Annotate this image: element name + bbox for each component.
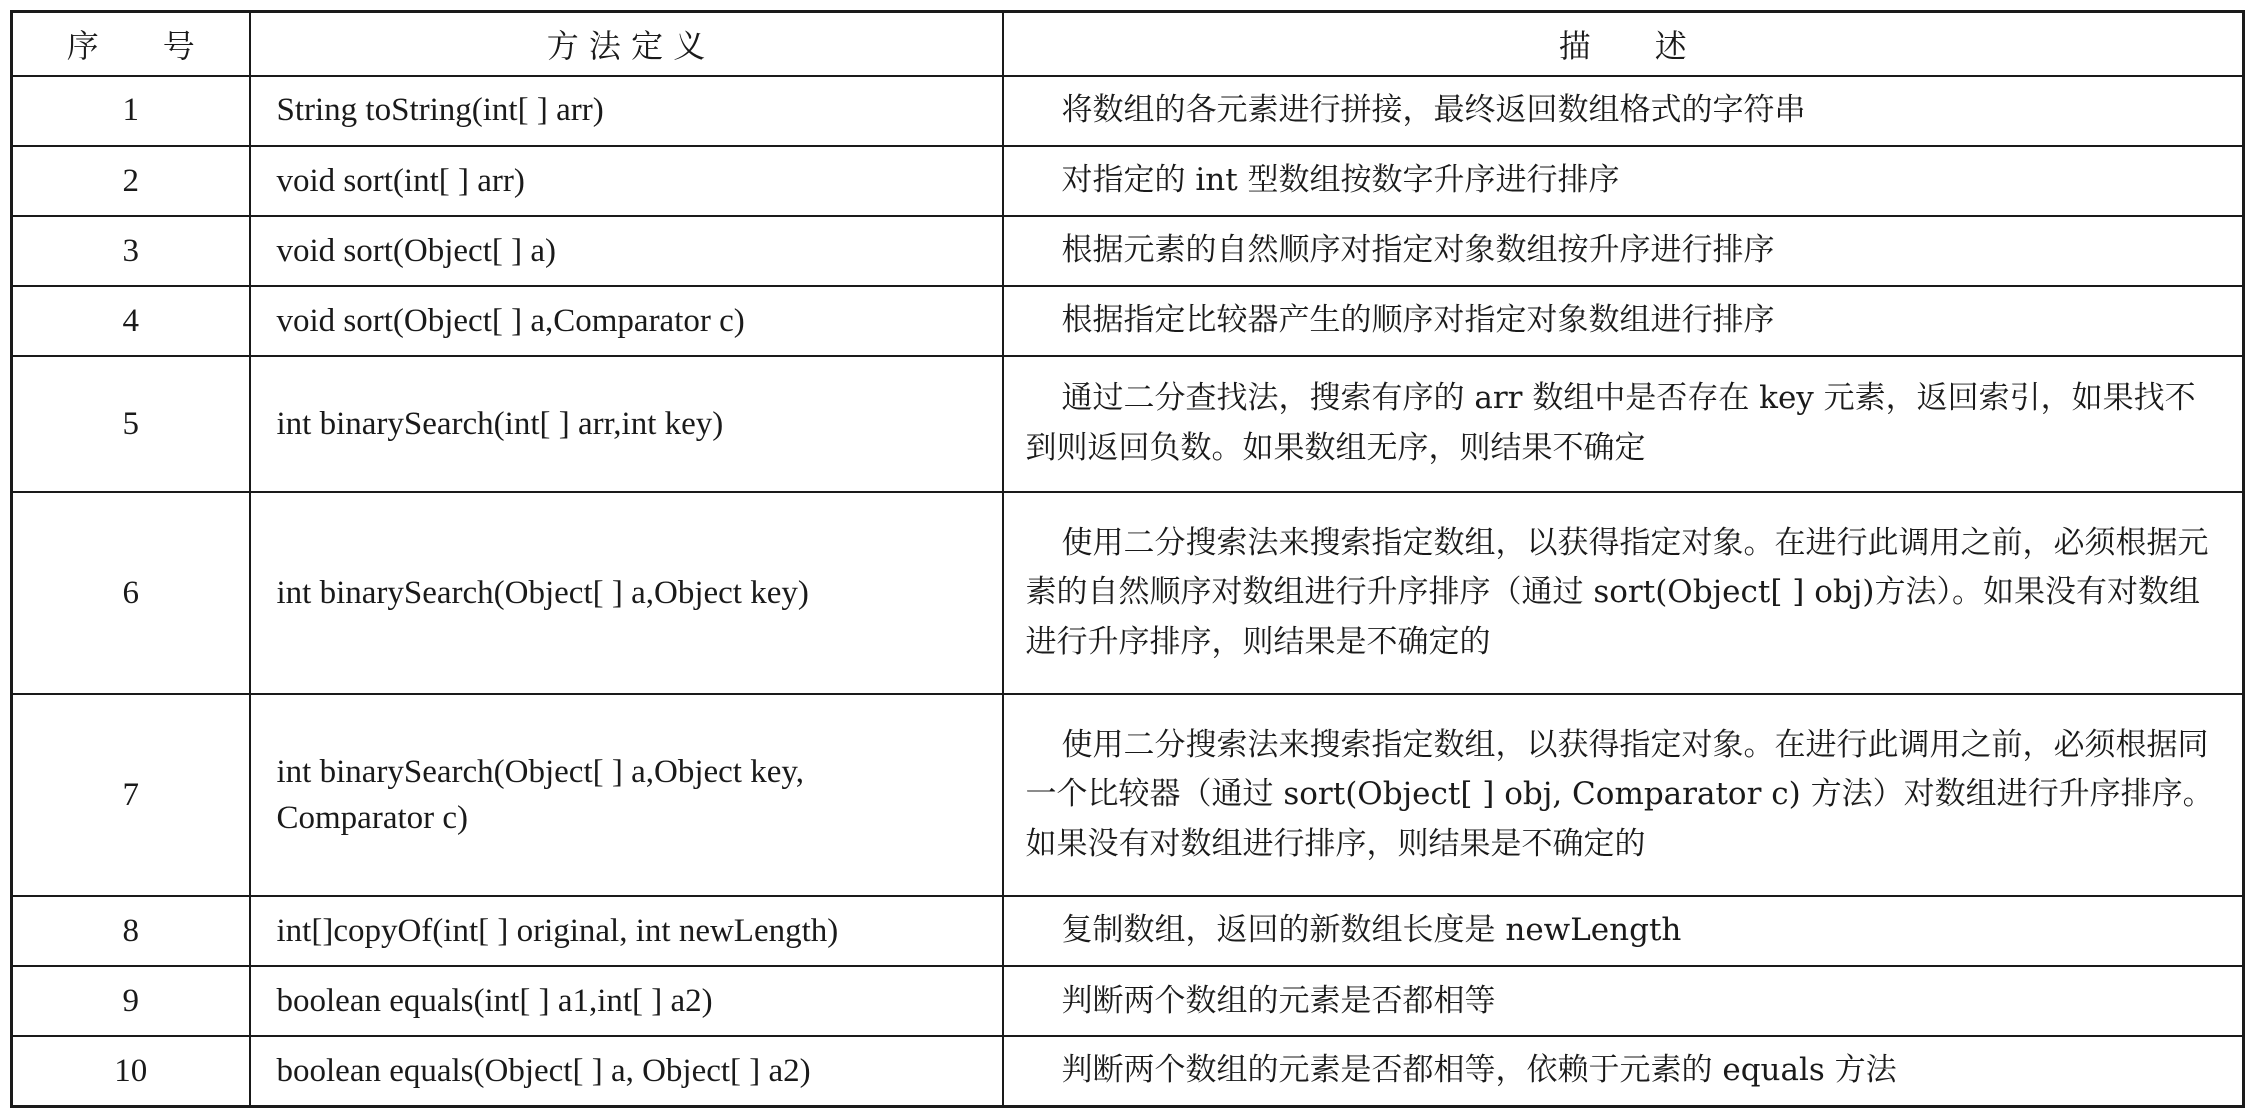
table-row [12, 356, 2244, 492]
row-number: 1 [12, 76, 250, 146]
table-row [12, 896, 2244, 966]
method-definition [250, 492, 1003, 694]
row-number: 6 [12, 492, 250, 694]
method-definition [250, 286, 1003, 356]
method-line: String toString(int[ ] arr) [276, 92, 604, 129]
table-row [12, 76, 2244, 146]
row-number: 2 [12, 146, 250, 216]
description-text: 使用二分搜索法来搜索指定数组，以获得指定对象。在进行此调用之前，必须根据元素的自然顺序对数组进行升序排序（通过 sort(Object[ ] obj)方法）。如果没有对数组进行升序排序，则结果是不确定的 [1025, 524, 2209, 660]
method-definition [250, 146, 1003, 216]
table-header-row [12, 12, 2244, 76]
header-description: 描 述 [1003, 12, 2244, 76]
row-number: 4 [12, 286, 250, 356]
description-text: 通过二分查找法，搜索有序的 arr 数组中是否存在 key 元素，返回索引，如果找不到则返回负数。如果数组无序，则结果不确定 [1025, 380, 2196, 466]
method-definition [250, 1036, 1003, 1106]
header-number: 序 号 [12, 12, 250, 76]
row-number: 8 [12, 896, 250, 966]
method-description [1003, 694, 2244, 896]
row-number: 9 [12, 966, 250, 1036]
method-description [1003, 1036, 2244, 1106]
table-row [12, 966, 2244, 1036]
table-row [12, 1036, 2244, 1106]
row-number: 10 [12, 1036, 250, 1106]
method-line: void sort(Object[ ] a,Comparator c) [276, 302, 745, 339]
method-definition [250, 694, 1003, 896]
table-row [12, 146, 2244, 216]
method-description [1003, 492, 2244, 694]
method-line: int binarySearch(int[ ] arr,int key) [276, 405, 724, 442]
method-definition [250, 966, 1003, 1036]
method-line: void sort(int[ ] arr) [276, 162, 525, 199]
row-number: 5 [12, 356, 250, 492]
description-text: 使用二分搜索法来搜索指定数组，以获得指定对象。在进行此调用之前，必须根据同一个比较器（通过 sort(Object[ ] obj, Comparator c) 方法）对数组进行升序排序。如果没有对数组进行排序，则结果是不确定的 [1025, 726, 2214, 862]
row-number: 3 [12, 216, 250, 286]
description-text: 根据指定比较器产生的顺序对指定对象数组进行排序 [1061, 301, 1775, 338]
method-description [1003, 146, 2244, 216]
method-line: boolean equals(Object[ ] a, Object[ ] a2) [276, 1053, 811, 1090]
table-row [12, 286, 2244, 356]
description-text: 根据元素的自然顺序对指定对象数组按升序进行排序 [1061, 231, 1775, 268]
method-line: int[]copyOf(int[ ] original, int newLength) [276, 913, 839, 950]
method-line: Comparator c) [276, 800, 469, 837]
method-line: boolean equals(int[ ] a1,int[ ] a2) [276, 983, 713, 1020]
description-text: 判断两个数组的元素是否都相等 [1061, 982, 1496, 1019]
table-row [12, 694, 2244, 896]
arrays-methods-table [10, 10, 2245, 1108]
description-text: 复制数组，返回的新数组长度是 newLength [1061, 912, 1682, 949]
description-text: 判断两个数组的元素是否都相等，依赖于元素的 equals 方法 [1061, 1052, 1897, 1089]
method-description [1003, 216, 2244, 286]
method-description [1003, 76, 2244, 146]
description-text: 对指定的 int 型数组按数字升序进行排序 [1061, 161, 1620, 198]
method-definition [250, 356, 1003, 492]
method-line: void sort(Object[ ] a) [276, 232, 556, 269]
method-description [1003, 286, 2244, 356]
row-number: 7 [12, 694, 250, 896]
table-row [12, 216, 2244, 286]
method-line: int binarySearch(Object[ ] a,Object key) [276, 574, 809, 611]
method-description [1003, 966, 2244, 1036]
method-definition [250, 216, 1003, 286]
method-description [1003, 356, 2244, 492]
method-definition [250, 896, 1003, 966]
description-text: 将数组的各元素进行拼接，最终返回数组格式的字符串 [1061, 91, 1806, 128]
method-definition [250, 76, 1003, 146]
method-description [1003, 896, 2244, 966]
method-line: int binarySearch(Object[ ] a,Object key, [276, 753, 804, 790]
header-method: 方 法 定 义 [250, 12, 1003, 76]
table-row [12, 492, 2244, 694]
